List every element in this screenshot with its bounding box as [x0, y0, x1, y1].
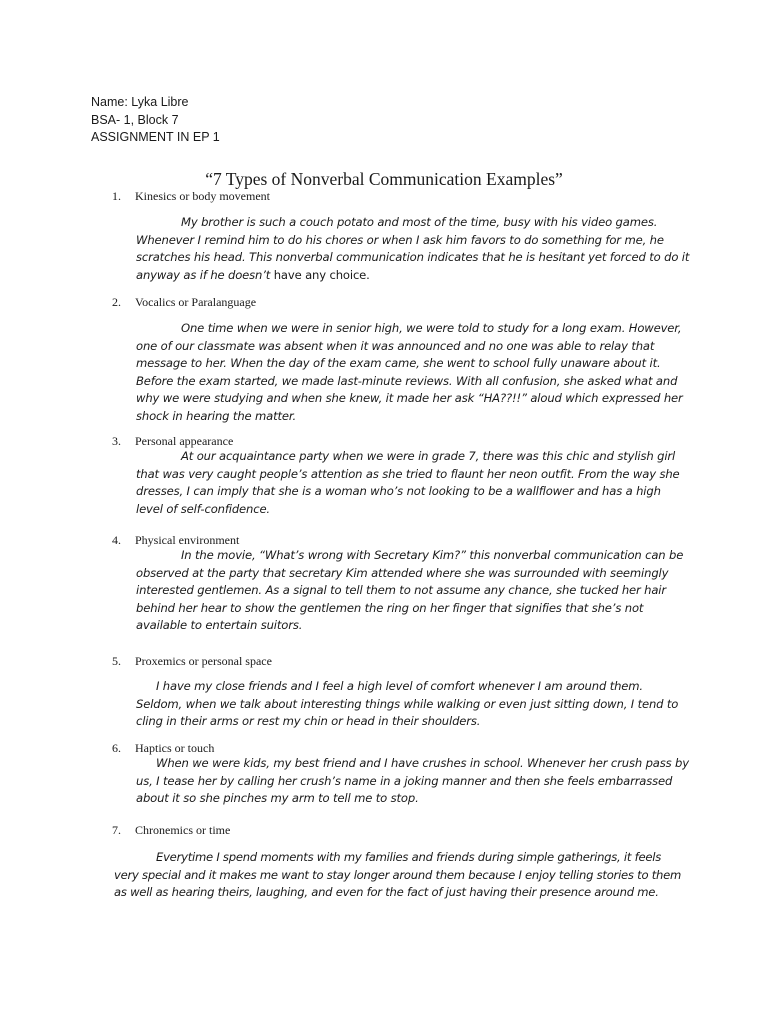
assignment-label: ASSIGNMENT IN EP 1	[91, 130, 220, 144]
item-paragraph-chronemics	[114, 849, 681, 902]
item-number: 6.	[112, 741, 121, 755]
paragraph-line: anyway as if he doesn’t have any choice.	[136, 267, 370, 282]
paragraph-line: cling in their arms or rest my chin or head in their shoulders.	[136, 714, 481, 728]
item-paragraph-proxemics	[136, 678, 678, 731]
item-heading-text: Kinesics or body movement	[135, 189, 270, 203]
item-paragraph-kinesics	[136, 214, 689, 284]
paragraph-line: available to entertain suitors.	[136, 618, 303, 632]
item-heading-appearance	[112, 434, 233, 449]
paragraph-line: that was very caught people’s attention as she tried to flaunt her neon outfit. From the way she	[136, 466, 680, 481]
item-paragraph-appearance	[136, 448, 680, 518]
paragraph-line: level of self-confidence.	[136, 501, 270, 516]
paragraph-line: When we were kids, my best friend and I have crushes in school. Whenever her crush pass by	[156, 756, 689, 770]
paragraph-line: observed at the party that secretary Kim attended where she was surrounded with seemingly	[136, 565, 669, 580]
document-title: “7 Types of Nonverbal Communication Examples”	[205, 169, 563, 189]
student-name: Name: Lyka Libre	[91, 95, 189, 109]
paragraph-line: about it so she pinches my arm to tell me to stop.	[136, 791, 419, 805]
item-number: 5.	[112, 654, 121, 668]
item-heading-environment	[112, 533, 239, 548]
student-header	[91, 94, 220, 147]
paragraph-line: My brother is such a couch potato and most of the time, busy with his video games.	[181, 215, 658, 229]
paragraph-line: very special and it makes me want to stay longer around them because I enjoy telling stories to them	[114, 867, 682, 882]
paragraph-line: why we were studying and when she knew, it made her ask “HA??!!” aloud which expressed her	[136, 391, 683, 405]
paragraph-plain-tail: have any choice.	[270, 267, 370, 282]
item-heading-text: Haptics or touch	[135, 741, 215, 755]
item-paragraph-environment	[136, 547, 683, 635]
item-number: 7.	[112, 823, 121, 837]
paragraph-line: as well as hearing theirs, laughing, and even for the fact of just having their presence around me.	[114, 885, 659, 899]
student-section: BSA- 1, Block 7	[91, 112, 179, 127]
item-paragraph-vocalics	[136, 320, 683, 425]
item-paragraph-haptics	[136, 755, 689, 808]
item-heading-text: Personal appearance	[135, 434, 234, 448]
paragraph-line: scratches his head. This nonverbal communication indicates that he is hesitant yet forced to do it	[136, 250, 690, 264]
item-heading-text: Proxemics or personal space	[135, 654, 272, 668]
paragraph-line: message to her. When the day of the exam came, she went to school fully unaware about it.	[136, 356, 661, 370]
item-number: 4.	[112, 533, 121, 547]
paragraph-line: behind her hear to show the gentlemen the ring on her finger that signifies that she’s not	[136, 600, 644, 615]
paragraph-line: Before the exam started, we made last-minute reviews. With all confusion, she asked what and	[136, 373, 678, 388]
item-number: 2.	[112, 295, 121, 309]
item-heading-chronemics	[112, 823, 230, 838]
paragraph-line: one of our classmate was absent when it was announced and no one was able to relay that	[136, 338, 655, 353]
item-heading-text: Physical environment	[135, 533, 240, 547]
item-heading-proxemics	[112, 654, 272, 669]
item-heading-text: Chronemics or time	[135, 823, 231, 837]
item-number: 1.	[112, 189, 121, 203]
paragraph-line: interested gentlemen. As a signal to tell them to not assume any chance, she tucked her hair	[136, 583, 666, 597]
item-heading-kinesics	[112, 189, 270, 204]
paragraph-line: dresses, I can imply that she is a woman who’s not looking to be a wallflower and has a high	[136, 484, 661, 498]
item-heading-vocalics	[112, 295, 256, 310]
paragraph-line: One time when we were in senior high, we were told to study for a long exam. However,	[181, 321, 682, 335]
paragraph-line: I have my close friends and I feel a high level of comfort whenever I am around them.	[156, 679, 643, 693]
paragraph-line: shock in hearing the matter.	[136, 408, 296, 423]
paragraph-line: Whenever I remind him to do his chores or when I ask him favors to do something for me, he	[136, 232, 664, 247]
paragraph-line: In the movie, “What’s wrong with Secretary Kim?” this nonverbal communication can be	[181, 548, 684, 562]
item-heading-text: Vocalics or Paralanguage	[135, 295, 257, 309]
paragraph-line: us, I tease her by calling her crush’s name in a joking manner and then she feels embarrassed	[136, 773, 673, 788]
item-number: 3.	[112, 434, 121, 448]
paragraph-line: Seldom, when we talk about interesting things while walking or even just sitting down, I tend to	[136, 696, 679, 711]
item-heading-haptics	[112, 741, 214, 756]
paragraph-line: At our acquaintance party when we were in grade 7, there was this chic and stylish girl	[181, 449, 676, 463]
paragraph-line: Everytime I spend moments with my families and friends during simple gatherings, it feels	[156, 850, 661, 864]
